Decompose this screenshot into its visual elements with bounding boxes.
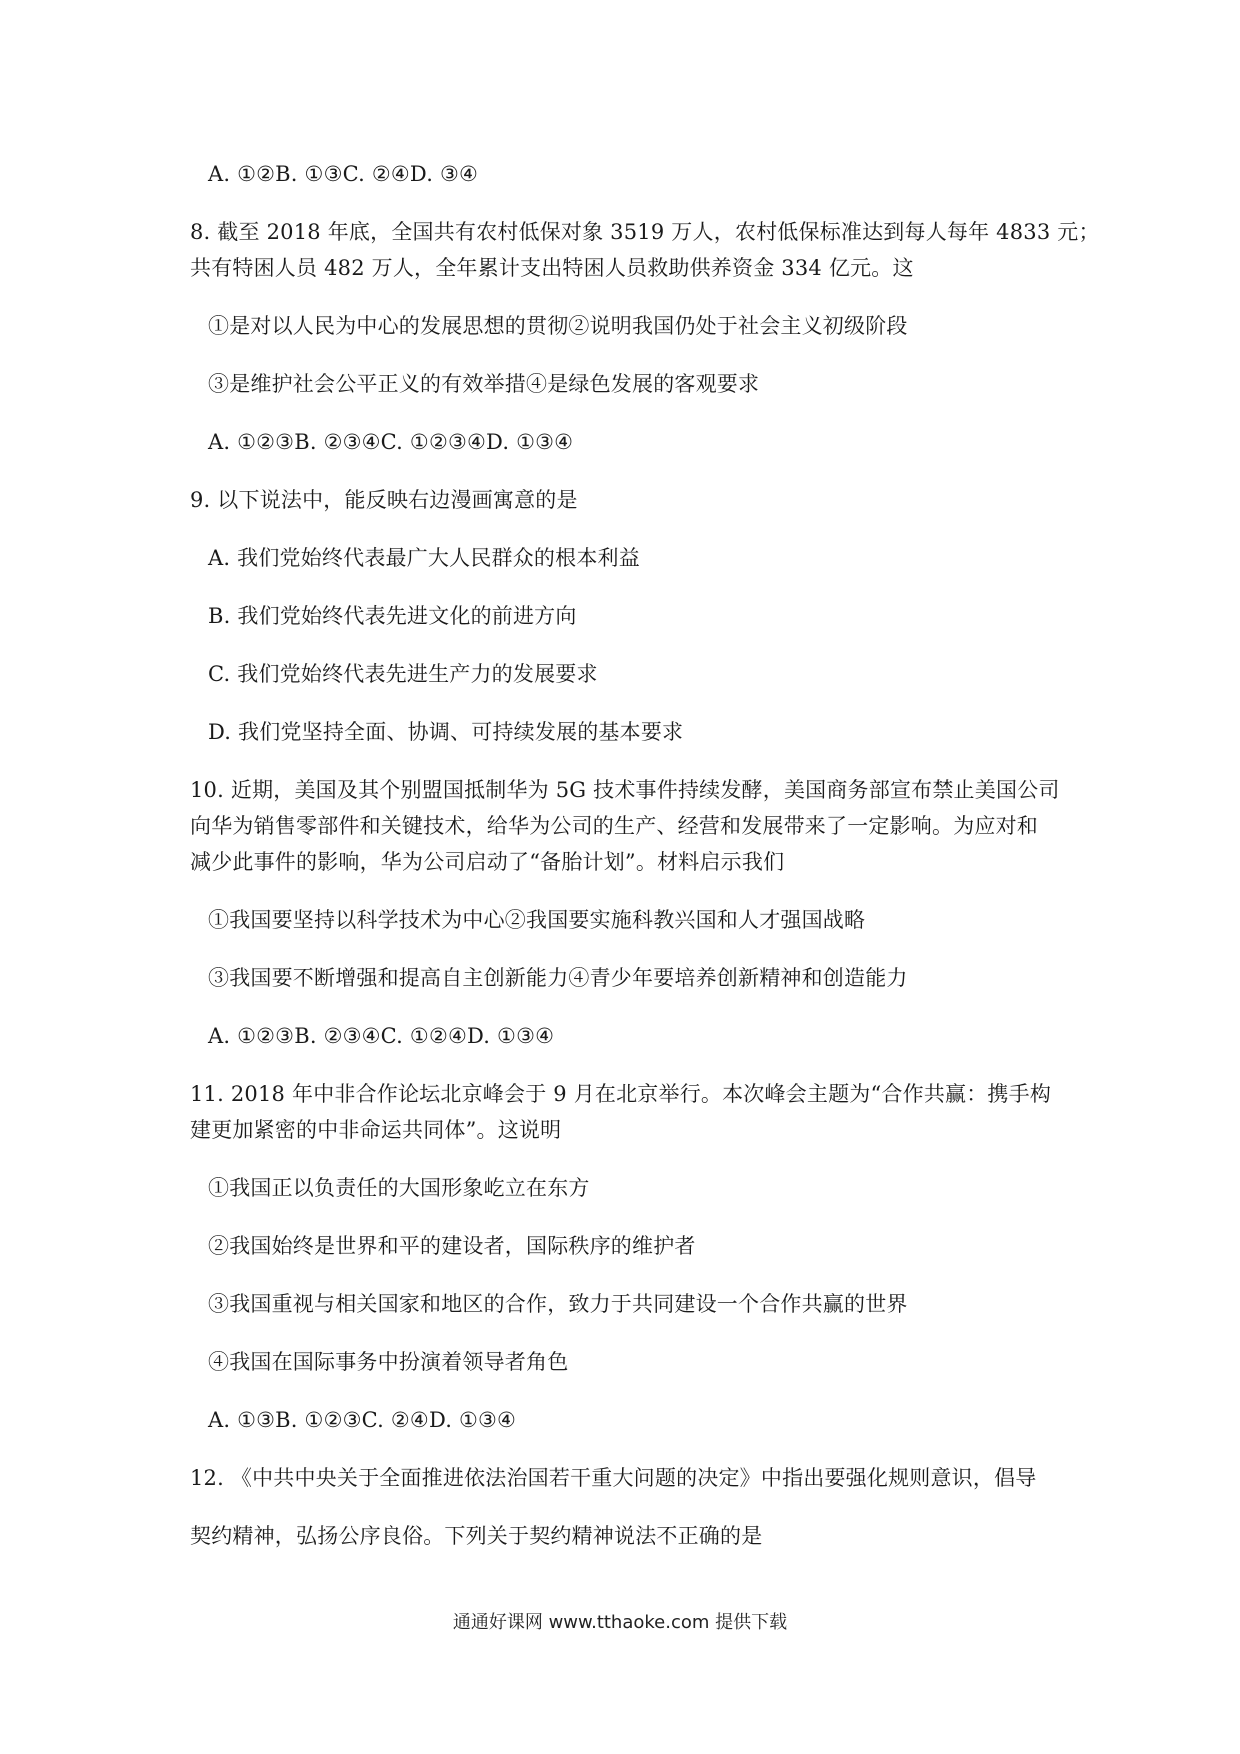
q11-option-1: ①我国正以负责任的大国形象屹立在东方 xyxy=(208,1176,590,1200)
q9-stem: 9. 以下说法中，能反映右边漫画寓意的是 xyxy=(190,488,578,512)
q11-stem-line-1: 11. 2018 年中非合作论坛北京峰会于 9 月在北京举行。本次峰会主题为“合作共赢：携手构 xyxy=(190,1082,1052,1106)
q7-answer-options: A. ①②B. ①③C. ②④D. ③④ xyxy=(208,162,479,186)
q8-stem-line-1: 8. 截至 2018 年底，全国共有农村低保对象 3519 万人，农村低保标准达到每人每年 4833 元； xyxy=(190,220,1100,244)
q10-option-line-1: ①我国要坚持以科学技术为中心②我国要实施科教兴国和人才强国战略 xyxy=(208,908,866,932)
q12-stem-line-1: 12. 《中共中央关于全面推进依法治国若干重大问题的决定》中指出要强化规则意识，倡导 xyxy=(190,1466,1037,1490)
q10-option-line-2: ③我国要不断增强和提高自主创新能力④青少年要培养创新精神和创造能力 xyxy=(208,966,908,990)
q10-stem-line-3: 减少此事件的影响，华为公司启动了“备胎计划”。材料启示我们 xyxy=(190,850,785,874)
q9-option-d: D. 我们党坚持全面、协调、可持续发展的基本要求 xyxy=(208,720,684,744)
q10-stem-line-1: 10. 近期，美国及其个别盟国抵制华为 5G 技术事件持续发酵，美国商务部宣布禁止美国公司 xyxy=(190,778,1060,802)
q10-stem-line-2: 向华为销售零部件和关键技术，给华为公司的生产、经营和发展带来了一定影响。为应对和 xyxy=(190,814,1038,838)
q12-stem-line-2: 契约精神，弘扬公序良俗。下列关于契约精神说法不正确的是 xyxy=(190,1524,763,1548)
page-footer: 通通好课网 www.tthaoke.com 提供下载 xyxy=(452,1612,788,1633)
q9-option-a: A. 我们党始终代表最广大人民群众的根本利益 xyxy=(208,546,640,570)
q10-answer-options: A. ①②③B. ②③④C. ①②④D. ①③④ xyxy=(208,1024,555,1048)
q11-answer-options: A. ①③B. ①②③C. ②④D. ①③④ xyxy=(208,1408,517,1432)
q8-option-line-1: ①是对以人民为中心的发展思想的贯彻②说明我国仍处于社会主义初级阶段 xyxy=(208,314,908,338)
q11-option-4: ④我国在国际事务中扮演着领导者角色 xyxy=(208,1350,569,1374)
q8-answer-options: A. ①②③B. ②③④C. ①②③④D. ①③④ xyxy=(208,430,574,454)
q9-option-b: B. 我们党始终代表先进文化的前进方向 xyxy=(208,604,577,628)
q8-stem-line-2: 共有特困人员 482 万人，全年累计支出特困人员救助供养资金 334 亿元。这 xyxy=(190,256,914,280)
q9-option-c: C. 我们党始终代表先进生产力的发展要求 xyxy=(208,662,598,686)
q11-option-2: ②我国始终是世界和平的建设者，国际秩序的维护者 xyxy=(208,1234,696,1258)
q11-stem-line-2: 建更加紧密的中非命运共同体”。这说明 xyxy=(190,1118,562,1142)
q11-option-3: ③我国重视与相关国家和地区的合作，致力于共同建设一个合作共赢的世界 xyxy=(208,1292,908,1316)
q8-option-line-2: ③是维护社会公平正义的有效举措④是绿色发展的客观要求 xyxy=(208,372,760,396)
